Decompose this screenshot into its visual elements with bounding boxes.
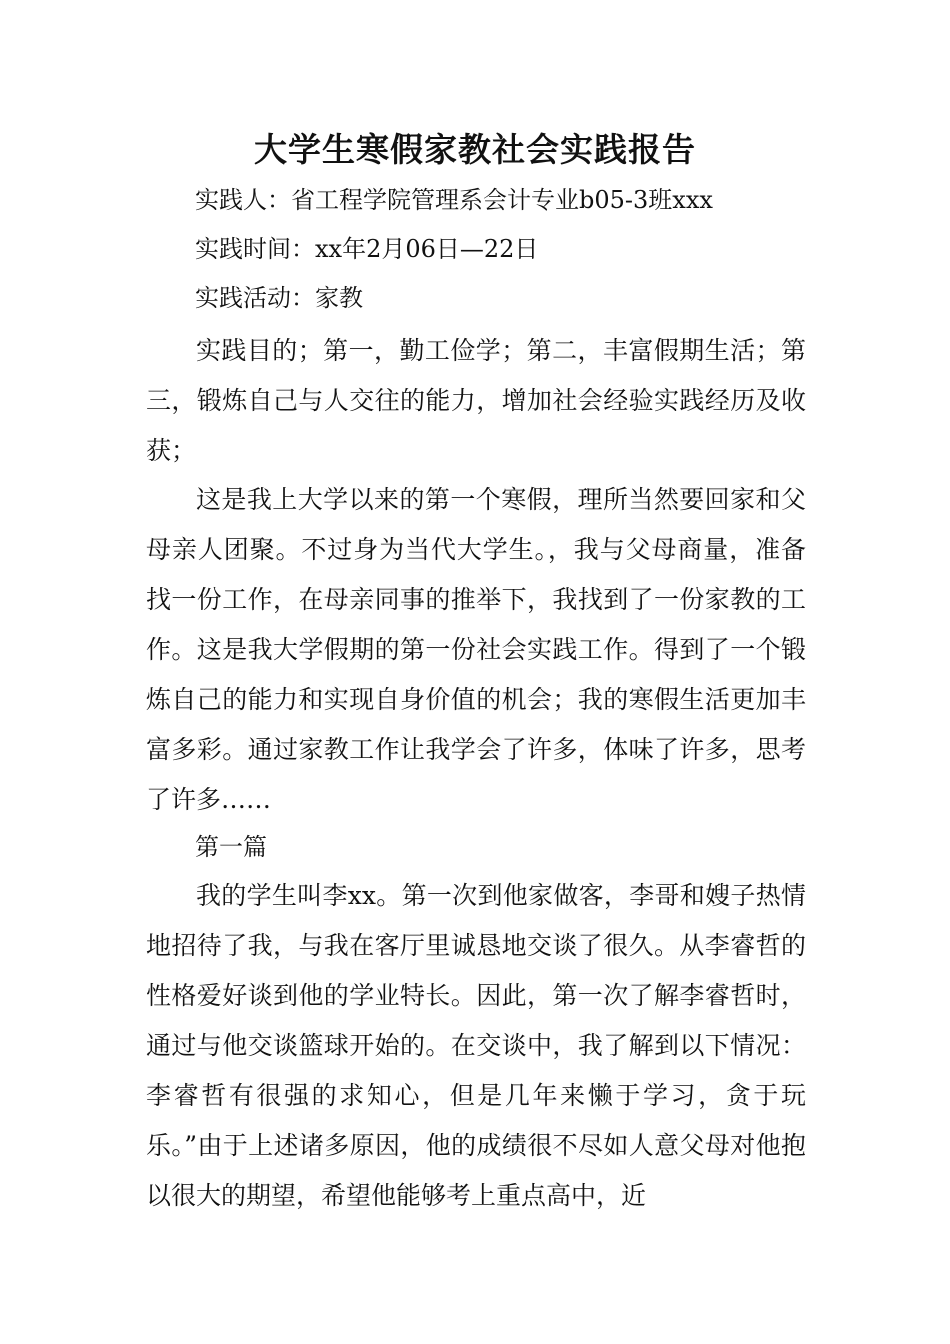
section-paragraph: 我的学生叫李xx。第一次到他家做客，李哥和嫂子热情地招待了我，与我在客厅里诚恳地交谈了很久。从李睿哲的性格爱好谈到他的学业特长。因此，第一次了解李睿哲时，通过与他交谈篮球开始的。在交谈中，我了解到以下情况：李睿哲有很强的求知心，但是几年来懒于学习，贪于玩乐。”由于上述诸多原因，他的成绩很不尽如人意父母对他抱以很大的期望，希望他能够考上重点高中，近 bbox=[146, 881, 806, 1210]
section-heading: 第一篇 bbox=[195, 833, 267, 861]
purpose-paragraph: 实践目的；第一，勤工俭学；第二，丰富假期生活；第三，锻炼自己与人交往的能力，增加社会经验实践经历及收获； bbox=[146, 336, 806, 465]
practitioner-line: 实践人：省工程学院管理系会计专业b05-3班xxx bbox=[195, 186, 713, 214]
practice-activity-line: 实践活动：家教 bbox=[195, 284, 363, 312]
intro-paragraph: 这是我上大学以来的第一个寒假，理所当然要回家和父母亲人团聚。不过身为当代大学生。，我与父母商量，准备找一份工作，在母亲同事的推举下，我找到了一份家教的工作。这是我大学假期的第一份社会实践工作。得到了一个锻炼自己的能力和实现自身价值的机会；我的寒假生活更加丰富多彩。通过家教工作让我学会了许多，体味了许多，思考了许多…… bbox=[146, 485, 806, 814]
practice-time-line: 实践时间：xx年2月06日—22日 bbox=[195, 235, 539, 263]
document-title: 大学生寒假家教社会实践报告 bbox=[254, 130, 696, 169]
